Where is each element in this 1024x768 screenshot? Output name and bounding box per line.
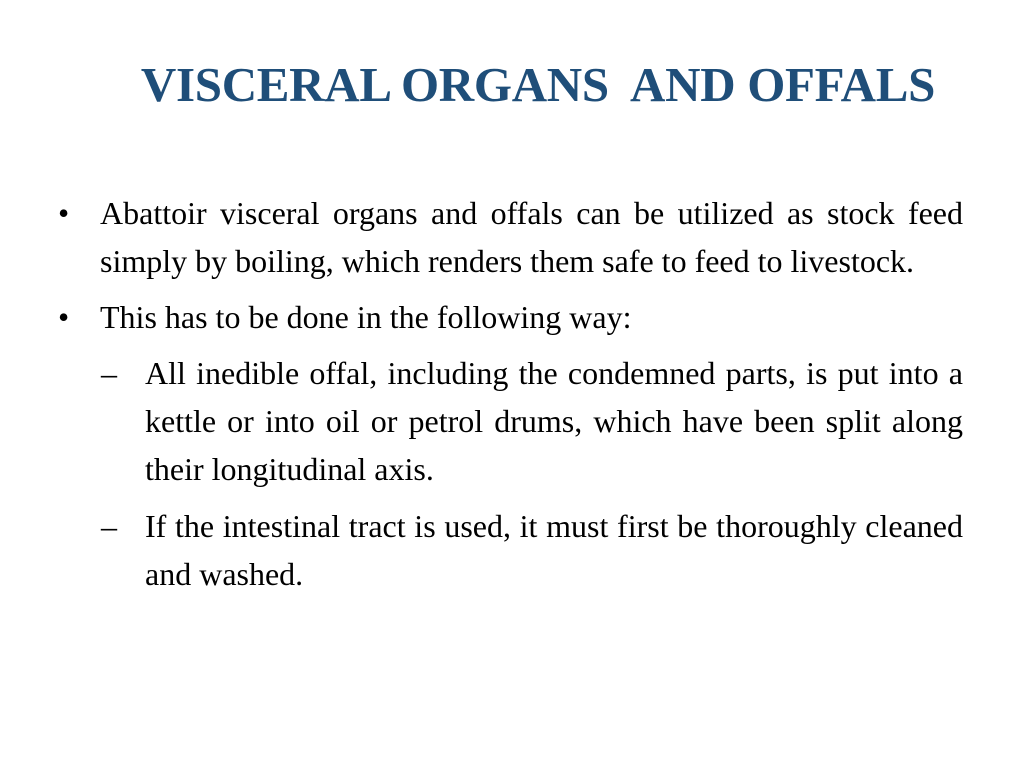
bullet-text: This has to be done in the following way: — [100, 299, 632, 335]
sub-bullet-text: If the intestinal tract is used, it must first be thoroughly cleaned and washed. — [145, 508, 963, 592]
bullet-marker: • — [58, 299, 70, 335]
sub-bullet-item — [58, 502, 963, 598]
slide-body — [58, 189, 963, 607]
sub-bullet-item — [58, 349, 963, 493]
bullet-item — [58, 293, 963, 341]
bullet-item — [58, 189, 963, 285]
dash-marker: – — [101, 508, 117, 544]
sub-bullet-text: All inedible offal, including the condemned parts, is put into a kettle or into oil or petrol drums, which have been split along their longitudinal axis. — [145, 355, 963, 487]
dash-marker: – — [101, 355, 117, 391]
bullet-text: Abattoir visceral organs and offals can be utilized as stock feed simply by boiling, which renders them safe to feed to livestock. — [100, 195, 963, 279]
bullet-marker: • — [58, 195, 70, 231]
slide-title: VISCERAL ORGANS AND OFFALS — [140, 57, 936, 112]
